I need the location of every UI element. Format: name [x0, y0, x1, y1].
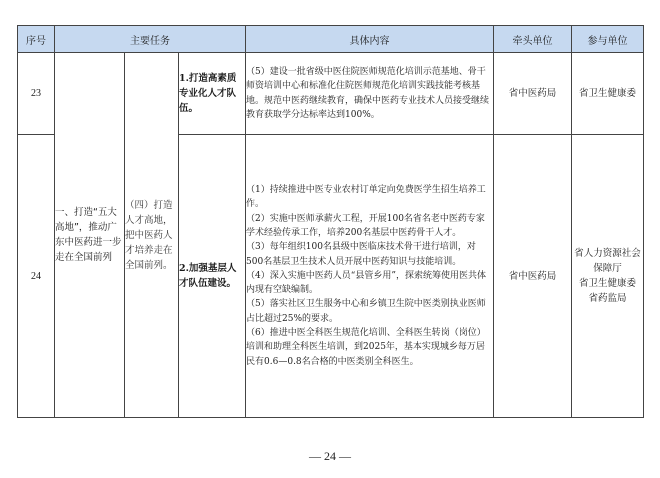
subtask-24: 2.加强基层人才队伍建设。: [179, 135, 246, 418]
partner-24-item-3: 省药监局: [588, 293, 627, 304]
content-24-item-3: （3）每年组织100名县级中医临床技术骨干进行培训，对500名基层卫生技术人员开展中医药知识与技能培训。: [246, 242, 476, 267]
main-task-cell: 一、打造“五大高地”，推动广东中医药进一步走在全国前列: [55, 53, 125, 418]
content-24-item-1: （1）持续推进中医专业农村订单定向免费医学生招生培养工作。: [246, 185, 486, 210]
partner-23: 省卫生健康委: [572, 53, 644, 135]
content-24-item-5: （5）落实社区卫生服务中心和乡镇卫生院中医类别执业医师占比超过25%的要求。: [246, 299, 486, 324]
header-no: 序号: [18, 26, 55, 53]
content-23-text: （5）建设一批省级中医住院医师规范化培训示范基地、骨干师资培训中心和标准化住院医师规范化培训实践技能考核基地。规范中医药继续教育，确保中医药专业技术人员接受继续教育获取学分达标率达到100%。: [246, 66, 490, 120]
subtask-23: 1.打造高素质专业化人才队伍。: [179, 53, 246, 135]
partner-24-item-2: 省卫生健康委: [579, 278, 637, 289]
header-content: 具体内容: [246, 26, 494, 53]
content-24-item-2: （2）实施中医师承薪火工程，开展100名省名老中医药专家学术经验传承工作，培养200名基层中医药骨干人才。: [246, 213, 485, 238]
table-row-23: [18, 53, 644, 135]
header-row: [18, 26, 644, 53]
header-task: 主要任务: [55, 26, 246, 53]
header-partner: 参与单位: [572, 26, 644, 53]
content-23: [246, 53, 494, 135]
content-24-item-6: （6）推进中医全科医生规范化培训、全科医生转岗（岗位）培训和助理全科医生培训，到2025年，基本实现城乡每万居民有0.6—0.8名合格的中医类别全科医生。: [246, 328, 486, 367]
header-lead: 牵头单位: [494, 26, 572, 53]
row-number-24: 24: [18, 135, 55, 418]
page-number: — 24 —: [309, 449, 351, 463]
content-24: [246, 135, 494, 418]
lead-24: 省中医药局: [494, 135, 572, 418]
content-24-item-4: （4）深入实施中医药人员“县管乡用”，探索统筹使用医共体内现有空缺编制。: [246, 270, 486, 296]
partner-24-item-1: 省人力资源社会保障厅: [574, 248, 641, 274]
lead-23: 省中医药局: [494, 53, 572, 135]
row-number-23: 23: [18, 53, 55, 135]
sub-task-cell: （四）打造人才高地，把中医药人才培养走在全国前列。: [125, 53, 179, 418]
partner-24: [572, 135, 644, 418]
task-table: [17, 25, 644, 418]
